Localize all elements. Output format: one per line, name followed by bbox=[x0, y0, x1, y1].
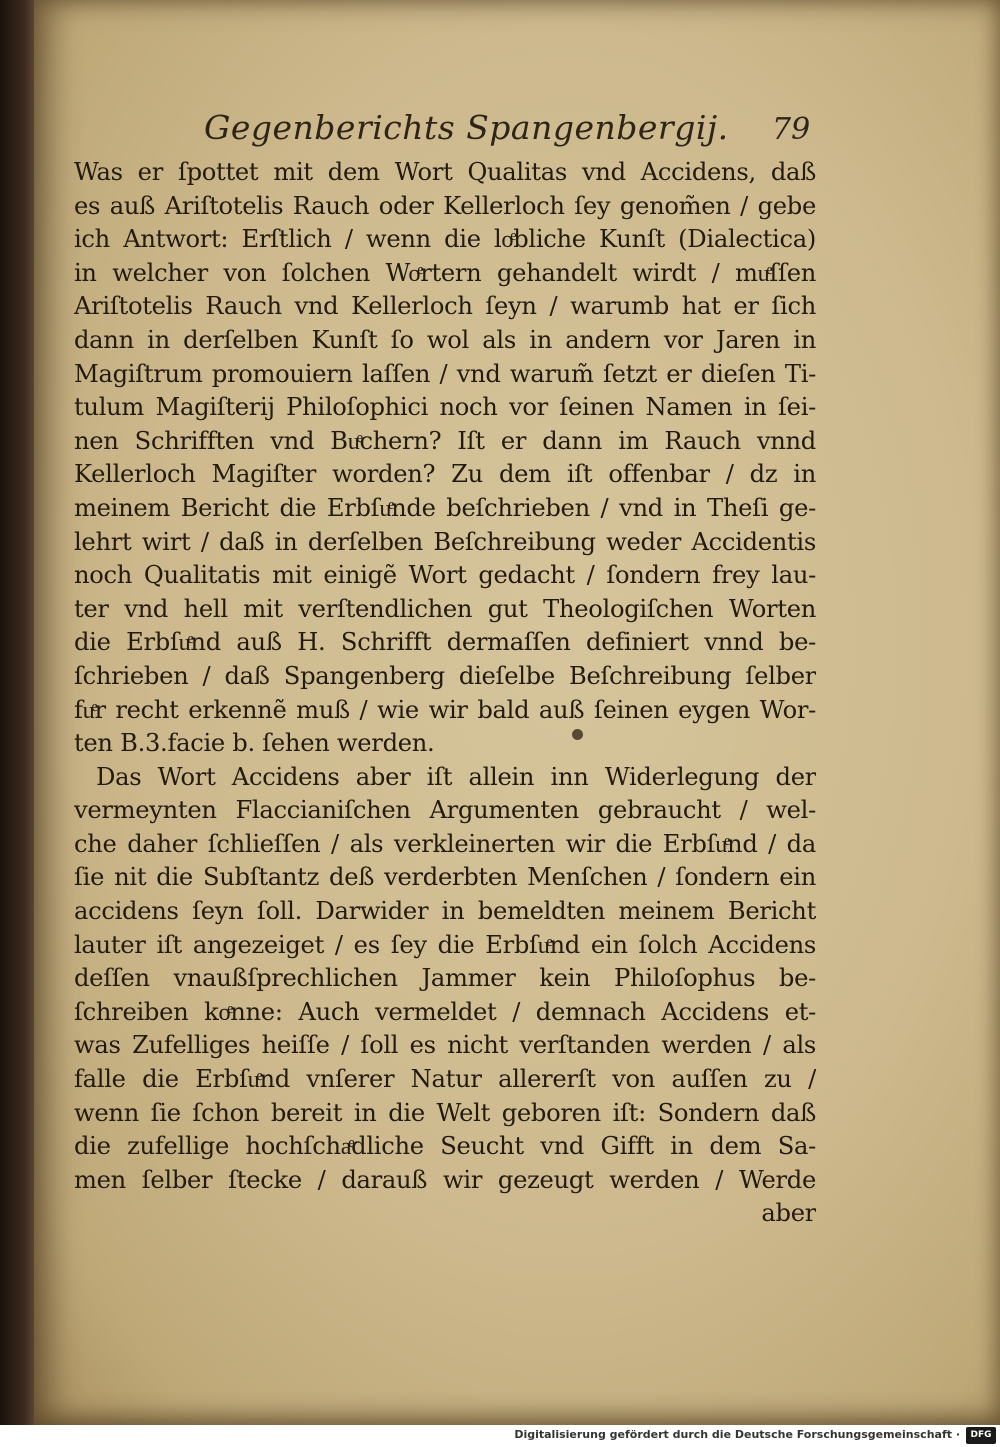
text-line: fuͤr recht erkennẽ muß / wie wir bald auß ſeinen eygen Wor- bbox=[74, 695, 816, 724]
text-line: tulum Magiſterij Philoſophici noch vor ſeinen Namen in ſei- bbox=[74, 393, 816, 422]
text-line: noch Qualitatis mit einigẽ Wort gedacht / ſondern frey lau- bbox=[74, 561, 816, 590]
text-line: in welcher von ſolchen Woͤrtern gehandelt wirdt / muͤſſen bbox=[74, 258, 816, 287]
text-line: ſie nit die Subſtantz deß verderbten Menſchen / ſondern ein bbox=[74, 863, 816, 892]
text-line: lauter iſt angezeiget / es ſey die Erbſuͤnd ein ſolch Accidens bbox=[74, 930, 816, 959]
text-line: Magiſtrum promouiern laſſen / vnd warum̃ ſetzt er dieſen Ti- bbox=[74, 359, 816, 388]
funding-credit: Digitalisierung gefördert durch die Deutsche Forschungsgemeinschaft · bbox=[514, 1428, 960, 1441]
catchword: aber bbox=[761, 1199, 816, 1228]
text-line: ich Antwort: Erſtlich / wenn die loͤbliche Kunſt (Dialectica) bbox=[74, 225, 816, 254]
page-header bbox=[204, 108, 844, 158]
text-line: accidens ſeyn ſoll. Darwider in bemeldten meinem Bericht bbox=[74, 897, 816, 926]
text-line: die zufellige hochſchaͤdliche Seucht vnd Gifft in dem Sa- bbox=[74, 1132, 816, 1161]
text-line: meinem Bericht die Erbſuͤnde beſchrieben / vnd in Theſi ge- bbox=[74, 493, 816, 522]
text-line: deſſen vnaußſprechlichen Jammer kein Philoſophus be- bbox=[74, 964, 816, 993]
text-line: Das Wort Accidens aber iſt allein inn Widerlegung der bbox=[96, 762, 816, 791]
text-line: ten B.3.facie b. ſehen werden. bbox=[74, 729, 435, 758]
dfg-logo: DFG bbox=[966, 1427, 996, 1444]
text-line: es auß Ariſtotelis Rauch oder Kellerloch ſey genom̃en / gebe bbox=[74, 191, 816, 220]
text-line: nen Schrifften vnd Buͤchern? Iſt er dann im Rauch vnnd bbox=[74, 426, 816, 455]
text-line: dann in derſelben Kunſt ſo wol als in andern vor Jaren in bbox=[74, 325, 816, 354]
text-line: Ariſtotelis Rauch vnd Kellerloch ſeyn / warumb hat er ſich bbox=[74, 292, 816, 321]
book-page bbox=[34, 0, 1000, 1425]
text-line: ſchreiben koͤnne: Auch vermeldet / demnach Accidens et- bbox=[74, 997, 816, 1026]
body-text bbox=[74, 156, 816, 1231]
running-head: Gegenberichts Spangenbergij. bbox=[204, 108, 729, 147]
ink-blot bbox=[572, 729, 583, 740]
text-line: che daher ſchlieſſen / als verkleinerten wir die Erbſuͤnd / da bbox=[74, 829, 816, 858]
text-line: Kellerloch Magiſter worden? Zu dem iſt offenbar / dz in bbox=[74, 460, 816, 489]
text-line: ſchrieben / daß Spangenberg dieſelbe Beſchreibung ſelber bbox=[74, 661, 816, 690]
text-line: wenn ſie ſchon bereit in die Welt geboren iſt: Sondern daß bbox=[74, 1098, 816, 1127]
text-line: lehrt wirt / daß in derſelben Beſchreibung weder Accidentis bbox=[74, 527, 816, 556]
text-line: was Zufelliges heiſſe / ſoll es nicht verſtanden werden / als bbox=[74, 1031, 816, 1060]
footer-bar bbox=[0, 1425, 1000, 1447]
text-line: men ſelber ſtecke / darauß wir gezeugt werden / Werde bbox=[74, 1165, 816, 1194]
text-line: ter vnd hell mit verſtendlichen gut Theologiſchen Worten bbox=[74, 594, 816, 623]
text-line: vermeynten Flaccianiſchen Argumenten gebraucht / wel- bbox=[74, 796, 816, 825]
text-line: falle die Erbſuͤnd vnſerer Natur allererſt von auſſen zu / bbox=[74, 1065, 816, 1094]
text-line: die Erbſuͤnd auß H. Schrifft dermaſſen definiert vnnd be- bbox=[74, 628, 816, 657]
page-number: 79 bbox=[772, 112, 811, 147]
text-line: Was er ſpottet mit dem Wort Qualitas vnd Accidens, daß bbox=[74, 158, 816, 186]
